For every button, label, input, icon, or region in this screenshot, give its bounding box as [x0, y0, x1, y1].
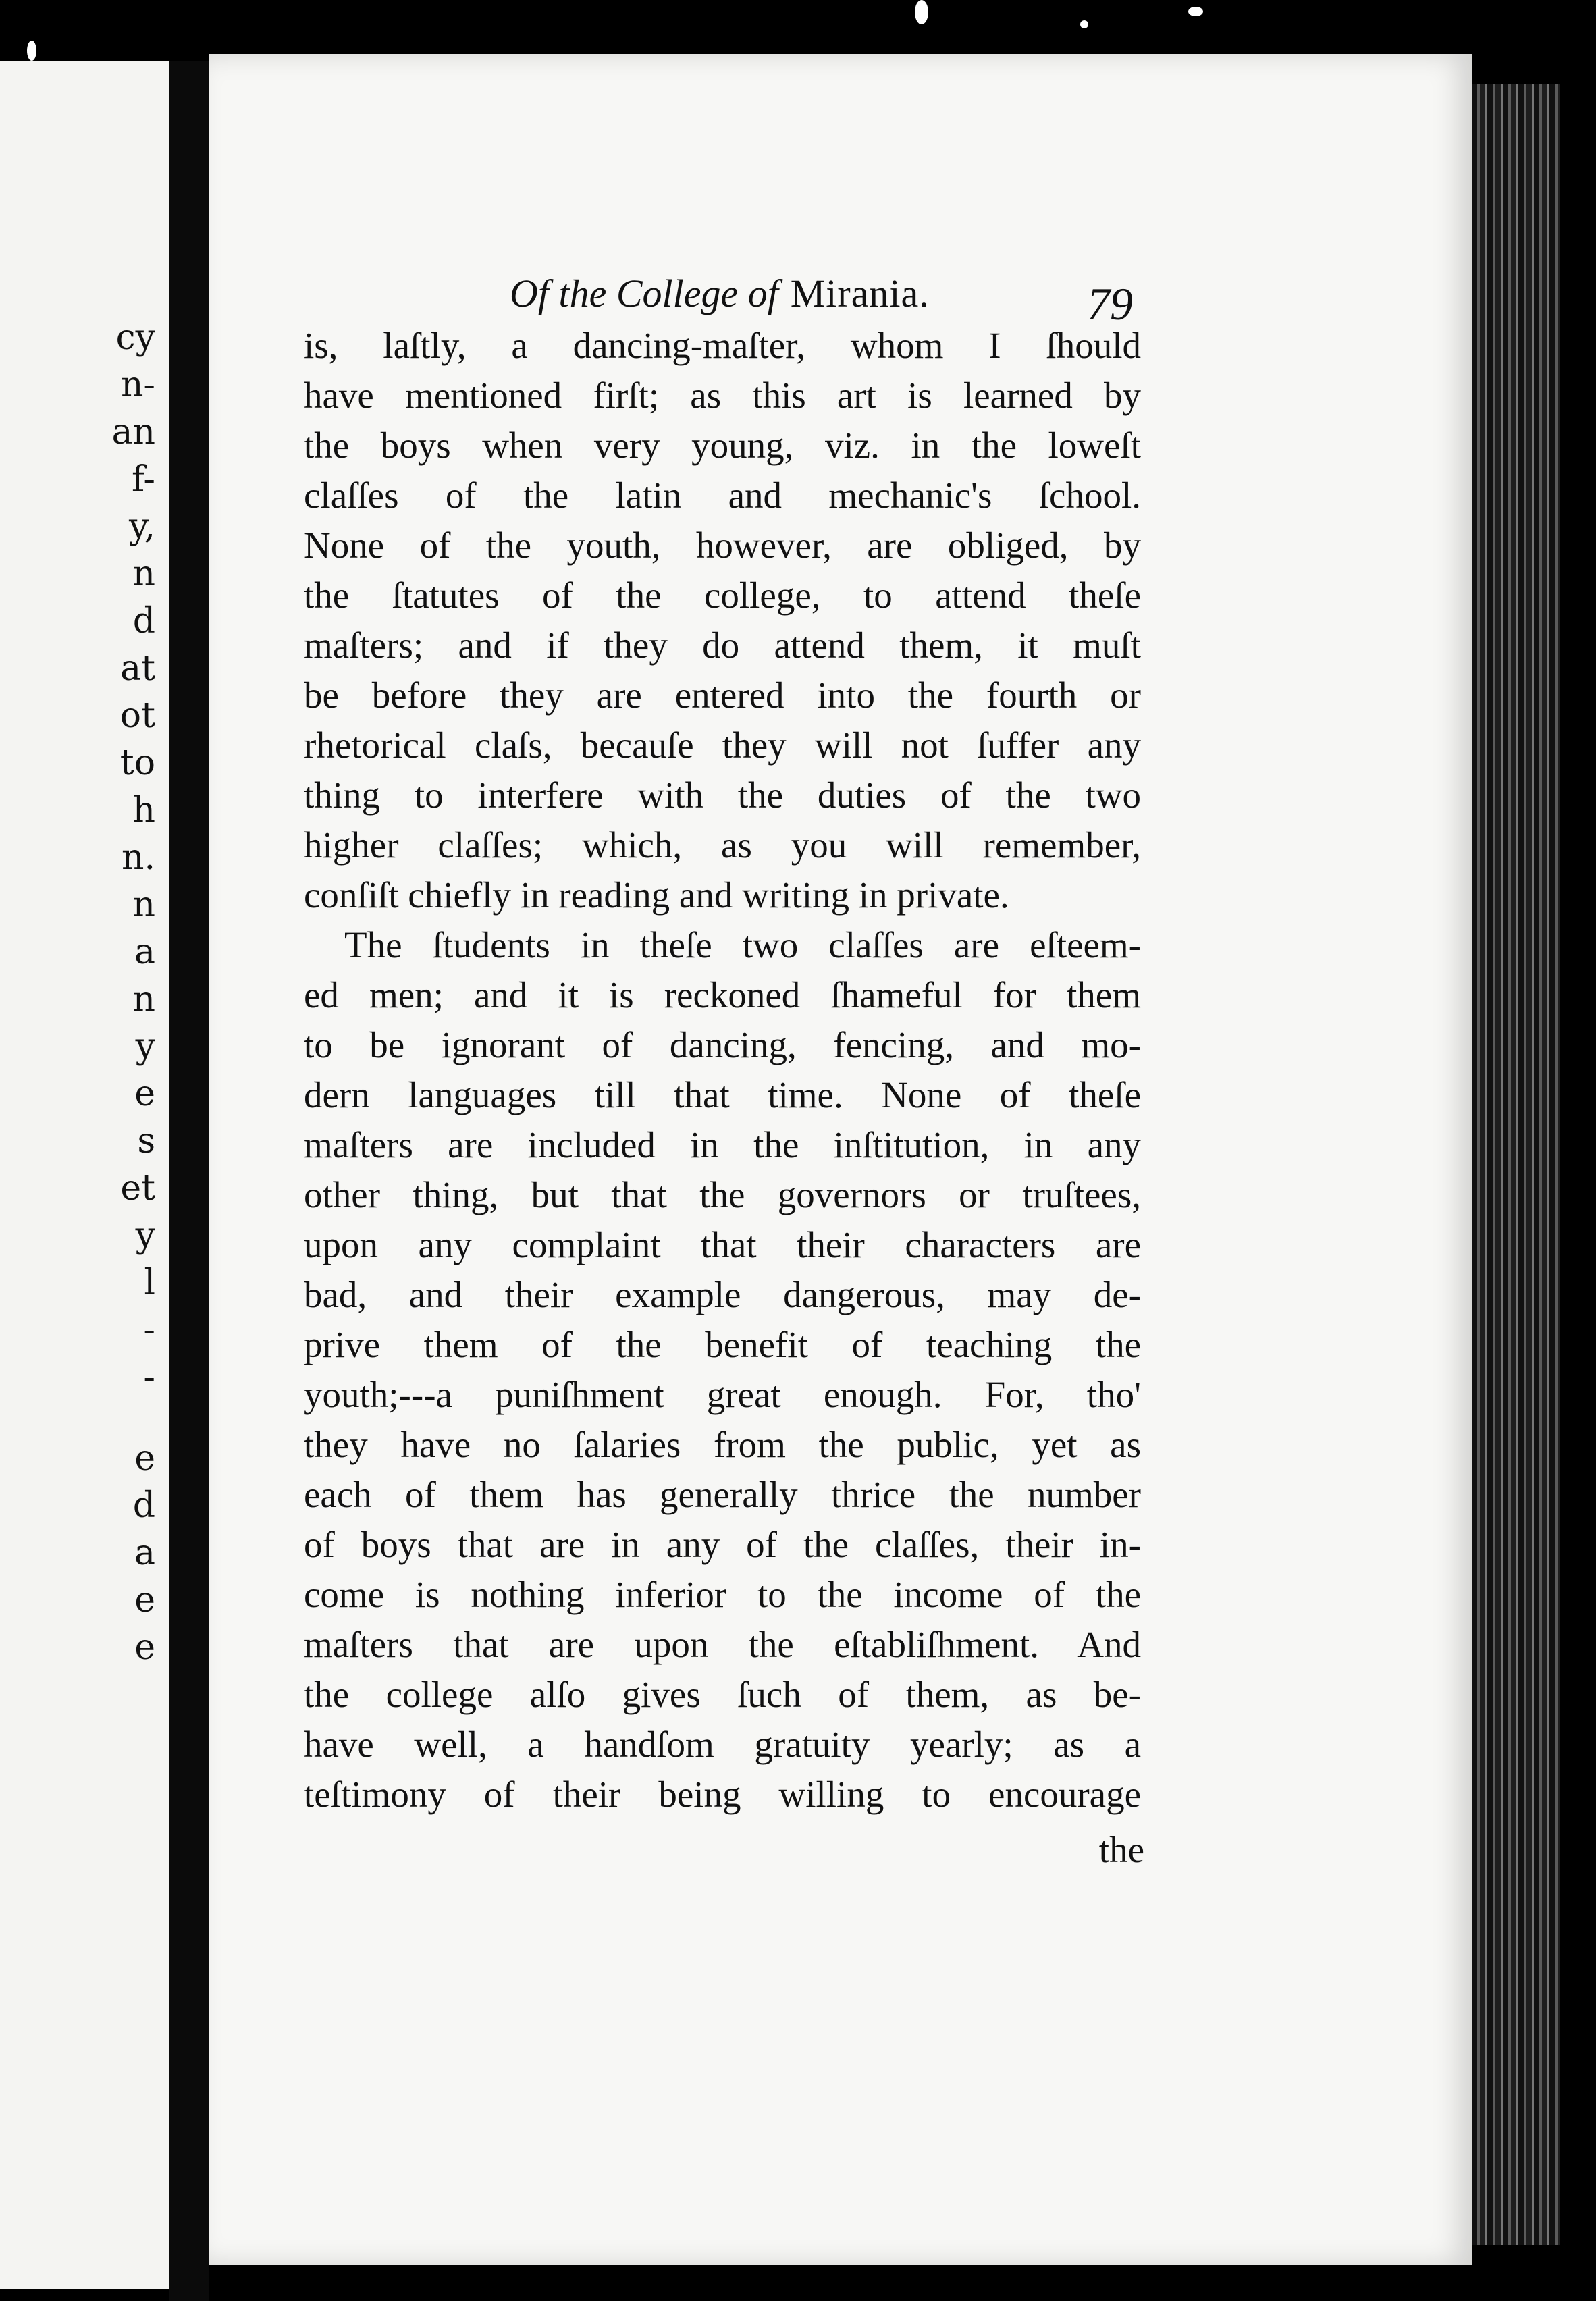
margin-fragment: a — [134, 932, 155, 972]
text-line: have well, a handſom gratuity yearly; as a — [304, 1724, 1141, 1765]
margin-fragment: f- — [132, 459, 155, 500]
text-line: conſiſt chiefly in reading and writing in private. — [304, 874, 1009, 916]
text-line: claſſes of the latin and mechanic's ſchool. — [304, 475, 1141, 516]
margin-fragment: ot — [119, 695, 155, 736]
margin-fragment: n. — [121, 837, 155, 878]
margin-fragment: e — [134, 1438, 155, 1479]
margin-fragment: cy — [115, 317, 155, 358]
text-line: is, laſtly, a dancing-maſter, whom I ſhould — [304, 325, 1141, 366]
text-line: thing to interfere with the duties of the two — [304, 774, 1141, 816]
scan-speck — [1080, 20, 1088, 28]
margin-fragment: l — [144, 1263, 155, 1303]
margin-fragment: n — [132, 884, 155, 925]
text-line: upon any complaint that their characters are — [304, 1224, 1141, 1265]
margin-fragment: d — [132, 1485, 155, 1526]
text-line: other thing, but that the governors or truſtees, — [304, 1174, 1141, 1215]
left-facing-page — [0, 61, 169, 2289]
margin-fragment: n — [132, 554, 155, 594]
margin-fragment: at — [120, 648, 155, 689]
margin-fragment: s — [137, 1121, 155, 1161]
text-line: None of the youth, however, are obliged, by — [304, 525, 1141, 566]
scan-speck — [1188, 7, 1203, 16]
running-head-name: Mirania. — [790, 271, 930, 315]
margin-fragment: et — [120, 1168, 155, 1209]
body-text — [304, 321, 1141, 1874]
text-line: teſtimony of their being willing to encourage — [304, 1774, 1141, 1815]
text-line: the boys when very young, viz. in the loweſt — [304, 425, 1141, 466]
text-line: prive them of the benefit of teaching the — [304, 1324, 1141, 1365]
text-line: each of them has generally thrice the number — [304, 1474, 1141, 1515]
text-line: higher claſſes; which, as you will remember, — [304, 824, 1141, 866]
margin-fragment: y — [135, 1215, 155, 1256]
margin-fragment: an — [111, 412, 155, 452]
text-line: be before they are entered into the fourth or — [304, 675, 1141, 716]
text-line: to be ignorant of dancing, fencing, and mo- — [304, 1024, 1141, 1065]
margin-fragment: y — [135, 1026, 155, 1067]
text-line: ed men; and it is reckoned ſhameful for them — [304, 974, 1141, 1015]
scan-speck — [27, 41, 36, 61]
margin-fragment: n — [132, 979, 155, 1020]
text-line: maſters; and if they do attend them, it muſt — [304, 625, 1141, 666]
text-line: of boys that are in any of the claſſes, their in- — [304, 1524, 1141, 1565]
background-edge — [1560, 74, 1596, 2301]
margin-fragment: to — [119, 743, 155, 783]
text-line: the ſtatutes of the college, to attend theſe — [304, 575, 1141, 616]
text-line: maſters are included in the inſtitution, in any — [304, 1124, 1141, 1165]
margin-fragment: e — [134, 1074, 155, 1114]
margin-fragment: e — [134, 1580, 155, 1620]
paragraph-start-line: The ſtudents in theſe two claſſes are eſteem- — [344, 924, 1141, 966]
text-line: the college alſo gives ſuch of them, as be- — [304, 1674, 1141, 1715]
text-line: youth;---a puniſhment great enough. For, tho' — [304, 1374, 1141, 1415]
margin-fragment: y, — [129, 506, 155, 547]
book-gutter — [169, 61, 209, 2301]
catchword: the — [1098, 1829, 1144, 1870]
page-edges — [1472, 84, 1560, 2245]
margin-fragment: - — [143, 1310, 155, 1350]
margin-fragment: n- — [120, 365, 155, 405]
page-number: 79 — [1087, 278, 1133, 329]
margin-fragment: e — [134, 1627, 155, 1668]
margin-fragment: - — [143, 1357, 155, 1398]
running-head-title: Of the College of — [510, 271, 778, 315]
running-head — [510, 267, 1084, 321]
text-line: maſters that are upon the eſtabliſhment. And — [304, 1624, 1141, 1665]
left-page-text-fragments — [0, 61, 169, 2289]
margin-fragment: h — [132, 790, 155, 830]
text-line: come is nothing inferior to the income of the — [304, 1574, 1141, 1615]
text-line: they have no ſalaries from the public, yet as — [304, 1424, 1141, 1465]
margin-fragment: d — [132, 601, 155, 641]
text-line: have mentioned firſt; as this art is learned by — [304, 375, 1141, 416]
scan-speck — [915, 0, 928, 24]
text-line: bad, and their example dangerous, may de- — [304, 1274, 1141, 1315]
margin-fragment: a — [134, 1533, 155, 1573]
text-line: dern languages till that time. None of theſe — [304, 1074, 1141, 1115]
text-line: rhetorical claſs, becauſe they will not ſuffer any — [304, 724, 1141, 766]
